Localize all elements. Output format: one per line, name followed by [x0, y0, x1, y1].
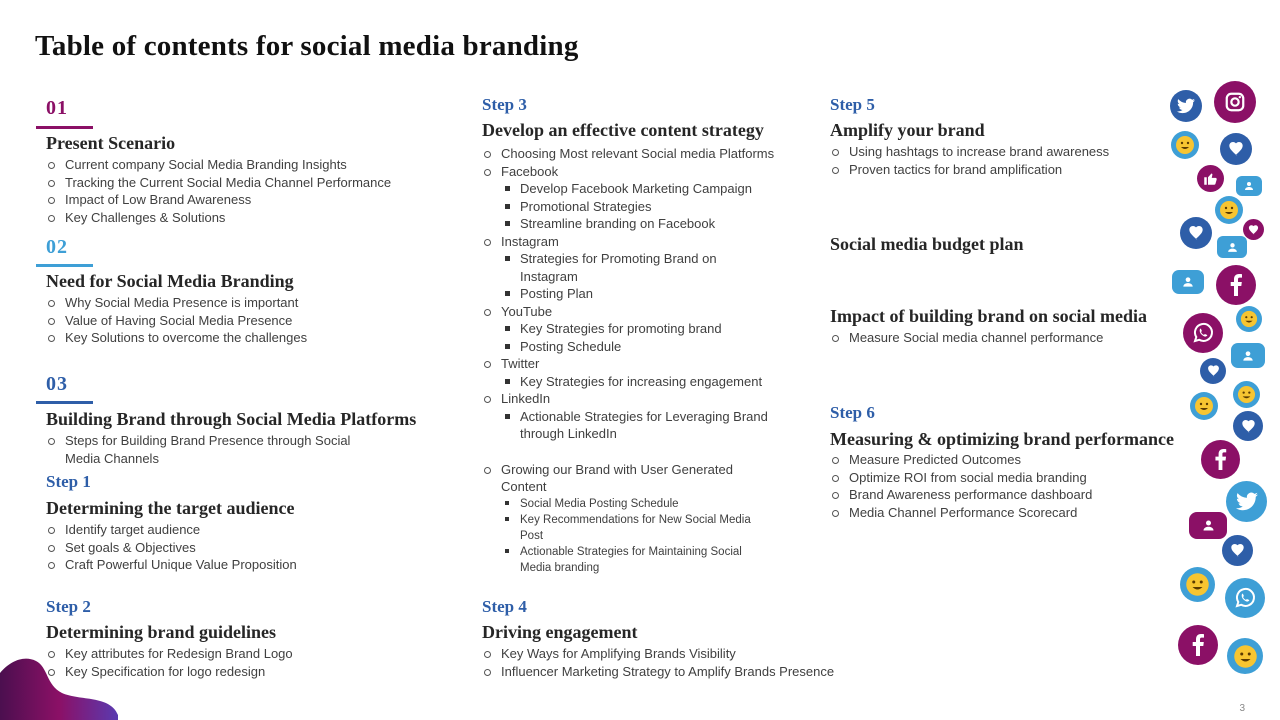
step-heading: Determining brand guidelines: [46, 622, 277, 642]
section-list: [830, 329, 1160, 347]
step-label: Step 1: [46, 472, 91, 491]
section-heading: Social media budget plan: [830, 234, 1024, 254]
step-heading: Determining the target audience: [46, 498, 295, 518]
section-number-02: 02: [46, 236, 68, 258]
like-icon: [1197, 165, 1224, 192]
list-item: Using hashtags to increase brand awareness: [830, 143, 1160, 161]
emoji-icon: [1190, 392, 1218, 420]
list-item: Steps for Building Brand Presence through Social Media Channels: [46, 432, 376, 467]
section-heading: Building Brand through Social Media Platforms: [46, 409, 417, 429]
list-item: Key Solutions to overcome the challenges: [46, 329, 466, 347]
page-number: 3: [1239, 703, 1245, 714]
list-item: Key Challenges & Solutions: [46, 209, 466, 227]
list-item: Set goals & Objectives: [46, 539, 466, 557]
step-list: [482, 645, 882, 680]
emoji-icon: [1233, 381, 1260, 408]
list-subitem: Strategies for Promoting Brand on Instagram: [501, 250, 741, 285]
heart-icon: [1200, 358, 1226, 384]
list-subitem: Social Media Posting Schedule: [501, 496, 766, 512]
list-item: Measure Social media channel performance: [830, 329, 1160, 347]
step-label: Step 3: [482, 95, 527, 114]
heart-icon: [1180, 217, 1212, 249]
list-item: Twitter Key Strategies for increasing engagement: [482, 355, 782, 390]
list-item: Impact of Low Brand Awareness: [46, 191, 466, 209]
chat-user-icon: [1189, 512, 1227, 539]
step-label: Step 5: [830, 95, 875, 114]
step-heading: Amplify your brand: [830, 120, 985, 140]
list-item: Value of Having Social Media Presence: [46, 312, 466, 330]
list-subitem: Actionable Strategies for Leveraging Brand through LinkedIn: [501, 408, 776, 443]
list-item: Craft Powerful Unique Value Proposition: [46, 556, 466, 574]
facebook-icon: [1201, 440, 1240, 479]
twitter-icon: [1226, 481, 1267, 522]
list-item: Identify target audience: [46, 521, 466, 539]
heart-icon: [1243, 219, 1264, 240]
section-list: [46, 294, 466, 347]
list-item: Key attributes for Redesign Brand Logo: [46, 645, 466, 663]
whatsapp-icon: [1225, 578, 1265, 618]
step-heading: Develop an effective content strategy: [482, 120, 764, 140]
instagram-icon: [1214, 81, 1256, 123]
list-item: Growing our Brand with User Generated Content Social Media Posting Schedule Key Recommendations for New Social Media Post Actionable Strategies for Maintaining Social Media branding: [482, 461, 761, 576]
section-number-03: 03: [46, 373, 68, 395]
step-heading: Driving engagement: [482, 622, 638, 642]
section-heading: Need for Social Media Branding: [46, 271, 294, 291]
decorative-blob: [0, 655, 120, 720]
section-heading: Present Scenario: [46, 133, 176, 153]
list-item: Proven tactics for brand amplification: [830, 161, 1160, 179]
emoji-icon: [1171, 131, 1199, 159]
list-item: LinkedIn Actionable Strategies for Leveraging Brand through LinkedIn: [482, 390, 782, 443]
emoji-icon: [1180, 567, 1215, 602]
section-heading: Impact of building brand on social media: [830, 306, 1148, 326]
step-list: [482, 145, 782, 576]
section-divider: [36, 264, 93, 267]
list-item: Why Social Media Presence is important: [46, 294, 466, 312]
section-list: [46, 432, 376, 467]
page-title: Table of contents for social media branding: [35, 30, 579, 62]
step-label: Step 4: [482, 597, 527, 616]
list-item: Optimize ROI from social media branding: [830, 469, 1160, 487]
list-item: Measure Predicted Outcomes: [830, 451, 1160, 469]
list-item: Media Channel Performance Scorecard: [830, 504, 1160, 522]
section-divider: [36, 126, 93, 129]
facebook-icon: [1216, 265, 1256, 305]
step-list: [830, 143, 1160, 178]
chat-user-icon: [1172, 270, 1204, 294]
list-item: Choosing Most relevant Social media Platforms: [482, 145, 782, 163]
list-subitem: Posting Plan: [501, 285, 741, 303]
list-item: Brand Awareness performance dashboard: [830, 486, 1160, 504]
heart-icon: [1220, 133, 1252, 165]
step-label: Step 2: [46, 597, 91, 616]
list-item: Influencer Marketing Strategy to Amplify Brands Presence: [482, 663, 882, 681]
list-subitem: Key Recommendations for New Social Media Post: [501, 512, 766, 544]
list-subitem: Key Strategies for promoting brand: [501, 320, 782, 338]
list-subitem: Streamline branding on Facebook: [501, 215, 782, 233]
heart-icon: [1233, 411, 1263, 441]
chat-user-icon: [1231, 343, 1265, 368]
list-item: YouTube Key Strategies for promoting brand Posting Schedule: [482, 303, 782, 356]
list-item: Tracking the Current Social Media Channel Performance: [46, 174, 466, 192]
list-item: Instagram Strategies for Promoting Brand on Instagram Posting Plan: [482, 233, 782, 303]
whatsapp-icon: [1183, 313, 1223, 353]
list-subitem: Key Strategies for increasing engagement: [501, 373, 782, 391]
emoji-icon: [1227, 638, 1263, 674]
section-divider: [36, 401, 93, 404]
list-subitem: Actionable Strategies for Maintaining Social Media branding: [501, 544, 766, 576]
step-list: [830, 451, 1160, 521]
emoji-icon: [1236, 306, 1262, 332]
list-subitem: Develop Facebook Marketing Campaign: [501, 180, 782, 198]
emoji-icon: [1215, 196, 1243, 224]
heart-icon: [1222, 535, 1253, 566]
section-list: [46, 156, 466, 226]
step-list: [46, 521, 466, 574]
list-item: Facebook Develop Facebook Marketing Campaign Promotional Strategies Streamline branding on Facebook: [482, 163, 782, 233]
list-item: Key Specification for logo redesign: [46, 663, 466, 681]
step-heading: Measuring & optimizing brand performance: [830, 429, 1174, 449]
list-subitem: Promotional Strategies: [501, 198, 782, 216]
list-item: Key Ways for Amplifying Brands Visibility: [482, 645, 882, 663]
section-number-01: 01: [46, 97, 68, 119]
twitter-icon: [1170, 90, 1202, 122]
step-label: Step 6: [830, 403, 875, 422]
list-item: Current company Social Media Branding Insights: [46, 156, 466, 174]
facebook-icon: [1178, 625, 1218, 665]
chat-user-icon: [1236, 176, 1262, 196]
list-subitem: Posting Schedule: [501, 338, 782, 356]
chat-user-icon: [1217, 236, 1247, 258]
